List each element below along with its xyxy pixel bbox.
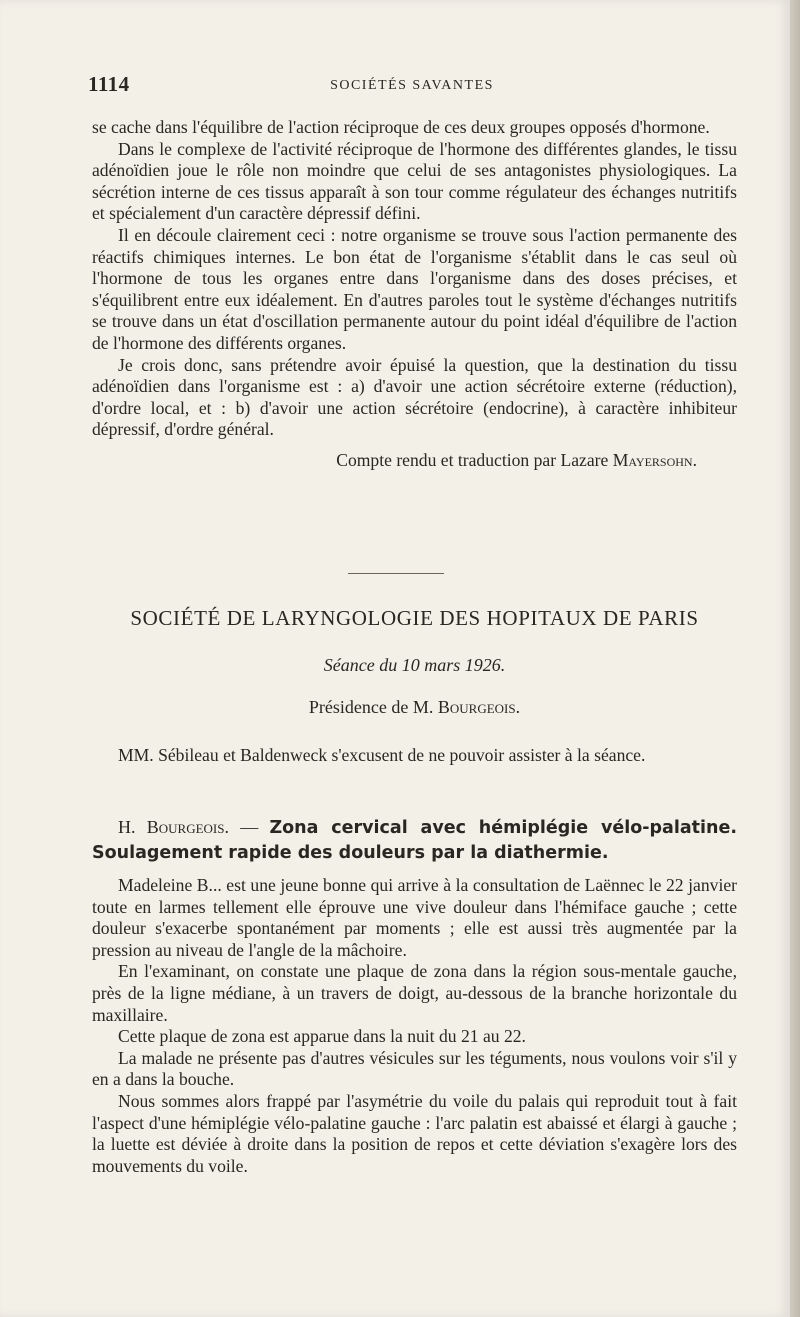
society-heading: SOCIÉTÉ DE LARYNGOLOGIE DES HOPITAUX DE PARIS xyxy=(130,606,699,630)
title-dash: — xyxy=(228,817,270,837)
paragraph: La malade ne présente pas d'autres vésicules sur les téguments, nous voulons voir s'il y en a dans la bouche. xyxy=(92,1047,737,1090)
translator-name: Mayersohn. xyxy=(612,449,697,470)
session-date: Séance du 10 mars 1926. xyxy=(323,655,506,675)
paragraph: En l'examinant, on constate une plaque de zona dans la région sous-mentale gauche, près de la ligne médiane, à un travers de doigt, au-dessous de la branche horizontale du maxillaire. xyxy=(92,961,737,1025)
paragraph: Madeleine B... est une jeune bonne qui arrive à la consultation de Laënnec le 22 janvier toute en larmes tellement elle éprouve une vive douleur dans l'hémiface gauche ; cette douleur s'exacerbe spontanément par moments ; elle est aussi très augmentée par la pression au niveau de l'angle de la mâchoire. xyxy=(92,875,737,960)
paragraph: Cette plaque de zona est apparue dans la nuit du 21 au 22. xyxy=(118,1026,526,1047)
section-divider xyxy=(348,573,444,574)
author-prefix: H. xyxy=(118,817,147,837)
paragraph: Dans le complexe de l'activité réciproque de l'hormone des différentes glandes, le tissu adénoïdien joue le rôle non moindre que celui de ses antagonistes physiologiques. La sécrétion interne de ces tissus apparaît à son tour comme régulateur des échanges nutritifs et spécialement d'un caractère dépressif défini. xyxy=(92,138,737,224)
article-continuation xyxy=(92,117,737,472)
paragraph: MM. Sébileau et Baldenweck s'excusent de ne pouvoir assister à la séance. xyxy=(118,745,646,765)
paragraph: se cache dans l'équilibre de l'action réciproque de ces deux groupes opposés d'hormone. xyxy=(92,117,710,137)
credit-prefix: Compte rendu et traduction par Lazare xyxy=(336,449,613,470)
paragraph: Nous sommes alors frappé par l'asymétrie du voile du palais qui reproduit tout à fait l'aspect d'une hémiplégie vélo-palatine gauche : l'arc palatin est abaissé et élargi à gauche ; la luette est déviée à droite dans la position de repos et cette déviation s'exagère lors des mouvements du voile. xyxy=(92,1090,737,1176)
article-title: Zona cervical avec hémiplégie vélo-palatine. Soulagement rapide des douleurs par la diathermie. xyxy=(92,818,738,863)
translation-credit xyxy=(92,450,737,472)
president-name: Bourgeois. xyxy=(437,697,521,717)
presidence-prefix: Présidence de M. xyxy=(308,697,438,717)
page-edge xyxy=(790,0,800,1317)
author-name: Bourgeois. xyxy=(146,817,229,837)
paragraph: Il en découle clairement ceci : notre organisme se trouve sous l'action permanente des réactifs chimiques internes. Le bon état de l'organisme s'établit dans le cas seul où l'hormone de tous les organes entre dans l'organisme dans des doses précises, et s'équilibrent entre eux idéalement. En d'autres paroles tout le système d'échanges nutritifs se trouve dans un état d'oscillation permanente autour du point idéal d'équilibre de l'action de l'hormone des différents organes. xyxy=(92,224,737,353)
page-header xyxy=(88,72,736,100)
excuse-paragraph xyxy=(92,745,737,767)
communication-title xyxy=(92,815,737,865)
paragraph: Je crois donc, sans prétendre avoir épuisé la question, que la destination du tissu adénoïdien dans l'organisme est : a) d'avoir une action sécrétoire externe (réduction), d'ordre local, et : b) d'avoir une action sécrétoire (endocrine), à caractère inhibiteur dépressif, d'ordre général. xyxy=(92,354,737,440)
presidence-line xyxy=(92,697,737,718)
case-report xyxy=(92,875,737,1177)
page-number: 1114 xyxy=(88,72,130,96)
running-head: SOCIÉTÉS SAVANTES xyxy=(330,78,494,93)
